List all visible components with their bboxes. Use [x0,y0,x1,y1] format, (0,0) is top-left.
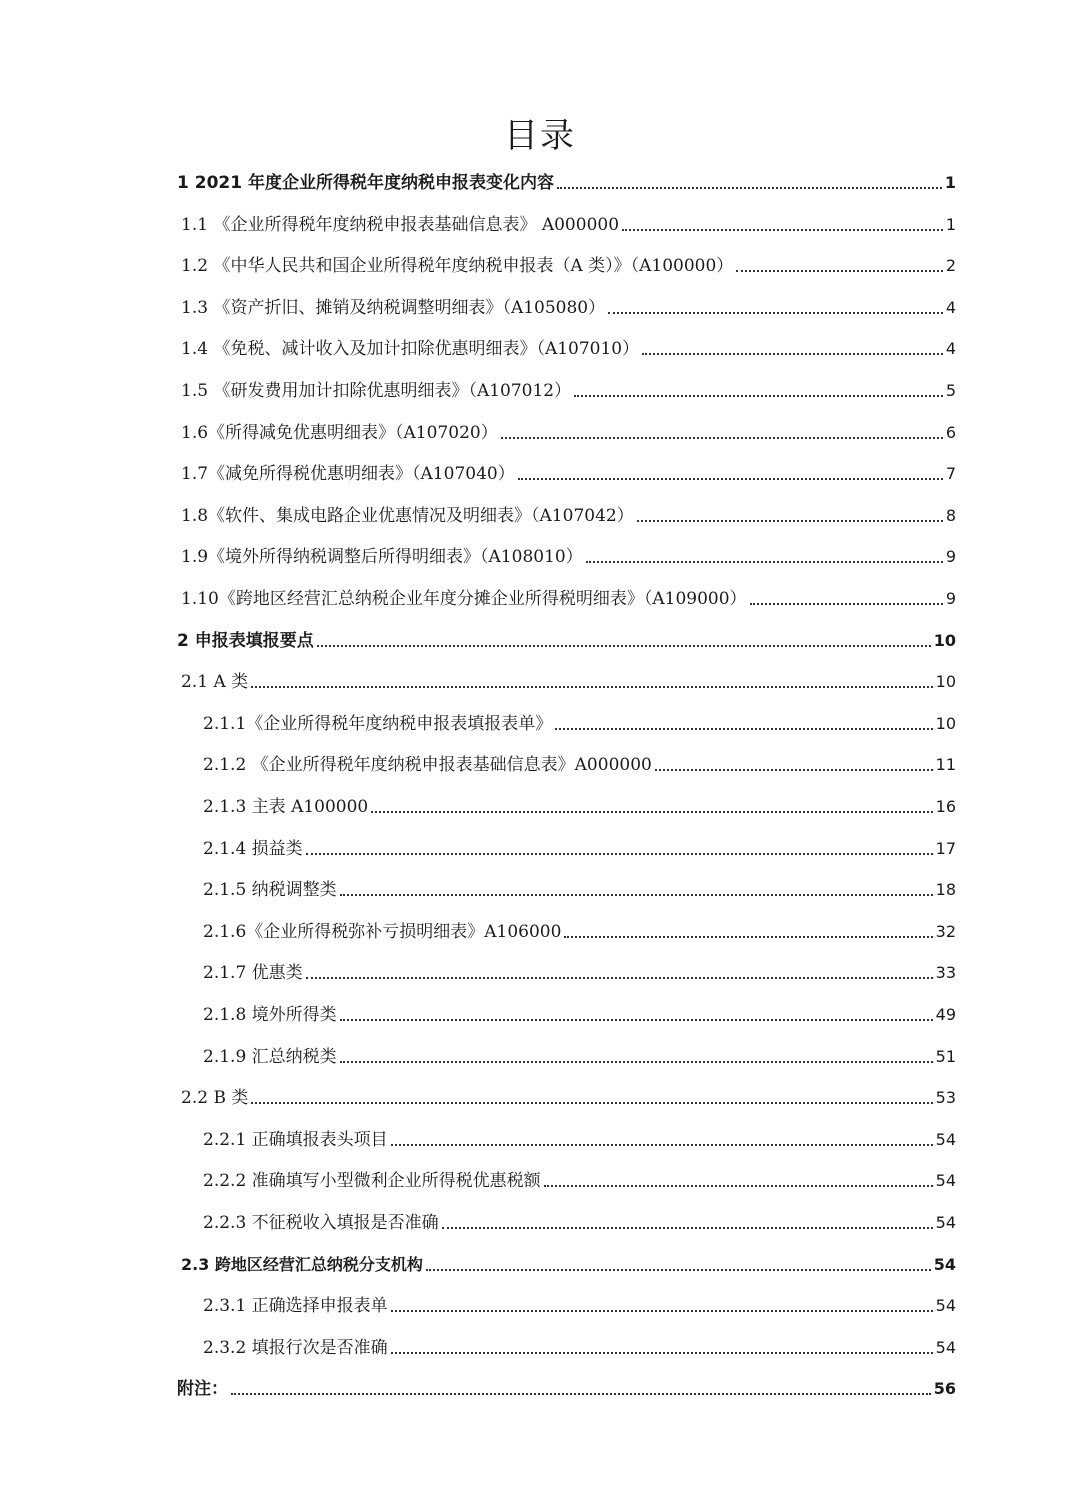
toc-entry[interactable] [181,243,956,277]
toc-entry-title: 2.3 跨地区经营汇总纳税分支机构 [181,1254,423,1274]
dot-leader [608,312,943,314]
toc-entry[interactable] [203,867,956,901]
toc-page-number: 7 [945,464,956,484]
toc-page-number: 54 [935,1296,956,1316]
toc-entry[interactable] [181,493,956,527]
toc-entry[interactable] [181,576,956,610]
toc-page-number: 54 [935,1171,956,1191]
dot-leader [555,728,932,730]
dot-leader [340,1061,933,1063]
dot-leader [340,1019,933,1021]
toc-entry[interactable] [203,909,956,943]
toc-entry[interactable] [181,1242,956,1276]
toc-entry-title: 2.1.2 《企业所得税年度纳税申报表基础信息表》A000000 [203,755,652,776]
dot-leader [750,603,943,605]
toc-page-number: 54 [935,1129,956,1149]
toc-entry-title: 1.10《跨地区经营汇总纳税企业年度分摊企业所得税明细表》（A109000） [181,589,747,609]
toc-entry-title: 1.3 《资产折旧、摊销及纳税调整明细表》（A105080） [181,297,606,318]
toc-title: 目录 [504,116,576,156]
toc-entry-title: 1.6《所得减免优惠明细表》（A107020） [181,422,498,443]
toc-page-number: 54 [935,1337,956,1357]
toc-page-number: 1 [944,173,956,192]
toc-entry-title: 1.4 《免税、减计收入及加计扣除优惠明细表》（A107010） [181,339,640,360]
toc-page-number: 9 [945,547,956,567]
toc-entry[interactable] [203,1200,956,1234]
toc-page-number: 10 [933,630,956,650]
toc-entry[interactable] [177,618,956,652]
toc-entry[interactable] [181,326,956,360]
toc-page-number: 4 [945,297,956,317]
dot-leader [564,936,932,938]
toc-entry-title: 2.3.2 填报行次是否准确 [203,1337,388,1358]
toc-page-number: 16 [935,797,956,816]
dot-leader [306,977,933,979]
toc-entry-title: 2.1.5 纳税调整类 [203,880,337,901]
dot-leader [642,353,943,355]
dot-leader [557,187,942,189]
toc-entry[interactable] [181,410,956,444]
dot-leader [574,395,943,397]
toc-entry[interactable] [181,659,956,693]
toc-entry-title: 1.1 《企业所得税年度纳税申报表基础信息表》 A000000 [181,214,620,235]
toc-entry-title: 2.1.6《企业所得税弥补亏损明细表》A106000 [203,921,562,942]
dot-leader [251,686,933,688]
toc-entry[interactable] [181,285,956,319]
toc-entry[interactable] [177,160,956,194]
dot-leader [501,437,943,439]
toc-entry-title: 1.8《软件、集成电路企业优惠情况及明细表》（A107042） [181,505,634,526]
dot-leader [306,853,933,855]
toc-entry[interactable] [181,451,956,485]
toc-page-number: 18 [935,880,956,900]
dot-leader [655,769,933,771]
dot-leader [426,1269,931,1271]
toc-entry[interactable] [203,950,956,984]
toc-page-number: 8 [945,505,956,525]
dot-leader [251,1102,932,1104]
toc-entry[interactable] [203,1283,956,1317]
dot-leader [736,270,943,272]
toc-entry-title: 2.2 B 类 [181,1088,249,1109]
toc-entry[interactable] [181,534,956,568]
toc-page-number: 17 [935,838,956,858]
toc-entry-title: 1.9《境外所得纳税调整后所得明细表》（A108010） [181,547,583,568]
toc-entry-title: 2.1.8 境外所得类 [203,1005,337,1025]
toc-entry-title: 1.7《减免所得税优惠明细表》（A107040） [181,464,515,485]
dot-leader [317,645,931,647]
toc-entry-title: 2.2.1 正确填报表头项目 [203,1129,388,1150]
dot-leader [637,520,943,522]
toc-entry[interactable] [203,742,956,776]
toc-page-number: 9 [945,589,956,608]
toc-entry[interactable] [203,1117,956,1151]
dot-leader [340,894,933,896]
toc-page-number: 4 [945,339,956,359]
toc-page-number: 49 [935,1005,956,1024]
toc-entry-title: 1 2021 年度企业所得税年度纳税申报表变化内容 [177,173,554,193]
toc-page-number: 54 [935,1213,956,1232]
toc-entry-title: 2.2.3 不征税收入填报是否准确 [203,1213,439,1233]
toc-page-number: 53 [935,1088,956,1108]
toc-entry-title: 2.2.2 准确填写小型微利企业所得税优惠税额 [203,1171,541,1192]
toc-entry[interactable] [203,826,956,860]
dot-leader [391,1352,933,1354]
toc-entry-title: 2.1.3 主表 A100000 [203,797,369,817]
toc-entry-title: 2.1 A 类 [181,672,249,693]
toc-entry-title: 2.1.9 汇总纳税类 [203,1046,337,1067]
toc-entry-title: 2.1.4 损益类 [203,838,303,859]
toc-page-number: 6 [945,422,956,442]
dot-leader [442,1227,933,1229]
dot-leader [544,1185,933,1187]
toc-page-number: 54 [933,1254,956,1274]
dot-leader [371,811,932,813]
toc-page-number: 32 [935,921,956,941]
toc-entry-title: 1.2 《中华人民共和国企业所得税年度纳税申报表（A 类）》（A100000） [181,256,734,277]
toc-page-number: 51 [935,1046,956,1066]
dot-leader [391,1144,933,1146]
toc-entry[interactable] [203,992,956,1026]
dot-leader [518,478,943,480]
dot-leader [391,1310,933,1312]
toc-entry-title: 附注： [177,1379,228,1400]
toc-page-number: 33 [935,963,956,983]
toc-page-number: 5 [945,381,956,400]
toc-entry[interactable] [203,1158,956,1192]
toc-page-number: 1 [945,214,956,234]
toc-entry-title: 2 申报表填报要点 [177,630,314,651]
toc-entry[interactable] [203,1325,956,1359]
toc-entry-title: 2.1.7 优惠类 [203,963,303,984]
toc-entry-title: 1.5 《研发费用加计扣除优惠明细表》（A107012） [181,381,572,401]
toc-entry[interactable] [181,368,956,402]
dot-leader [231,1393,931,1395]
toc-page-number: 10 [935,672,956,692]
dot-leader [622,229,943,231]
toc-entry-title: 2.1.1《企业所得税年度纳税申报表填报表单》 [203,713,553,734]
toc-page-number: 2 [945,256,956,276]
toc-entry[interactable] [181,202,956,236]
toc-entry[interactable] [181,1075,956,1109]
toc-entry[interactable] [203,1034,956,1068]
toc-entry-title: 2.3.1 正确选择申报表单 [203,1296,388,1317]
toc-entry[interactable] [203,784,956,818]
toc-page-number: 56 [933,1379,956,1399]
toc-entry[interactable] [177,1366,956,1400]
toc-page-number: 11 [935,755,956,775]
dot-leader [586,561,943,563]
toc-entry[interactable] [203,701,956,735]
toc-page-number: 10 [935,713,956,733]
